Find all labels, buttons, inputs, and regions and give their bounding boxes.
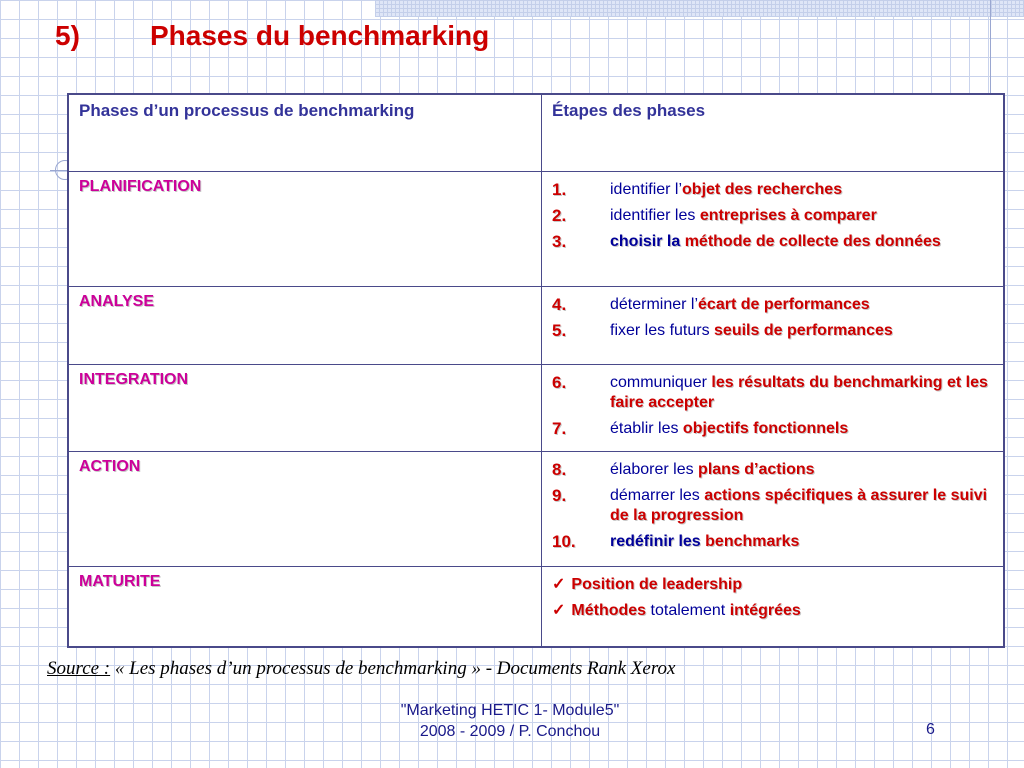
footer-line-1: "Marketing HETIC 1- Module5" bbox=[400, 702, 620, 719]
step-text bbox=[610, 486, 993, 526]
table-row bbox=[68, 567, 1004, 648]
phase-steps bbox=[542, 172, 1005, 287]
check-plain: totalement bbox=[646, 602, 730, 619]
step-number: 10. bbox=[552, 532, 576, 551]
step-item bbox=[552, 321, 993, 341]
step-number: 6. bbox=[552, 373, 567, 392]
check-item bbox=[552, 575, 993, 595]
step-number: 7. bbox=[552, 419, 567, 438]
header-steps: Étapes des phases bbox=[542, 94, 1005, 172]
step-highlight: actions spécifiques à assurer le suivi de la progression bbox=[610, 487, 988, 524]
step-highlight: objectifs fonctionnels bbox=[682, 420, 849, 437]
header-phases: Phases d’un processus de benchmarking bbox=[68, 94, 542, 172]
step-highlight: seuils de performances bbox=[714, 322, 893, 339]
step-highlight: méthode de collecte des données bbox=[684, 233, 941, 250]
step-item bbox=[552, 532, 993, 552]
step-number: 4. bbox=[552, 295, 567, 314]
check-highlight: Position de leadership bbox=[571, 576, 743, 593]
phase-name: ANALYSE bbox=[68, 287, 542, 365]
step-number: 3. bbox=[552, 232, 567, 251]
step-text bbox=[610, 295, 870, 315]
step-text bbox=[610, 460, 815, 480]
step-bold: redéfinir les bbox=[610, 533, 706, 550]
step-plain: fixer les futurs bbox=[610, 322, 715, 339]
check-text bbox=[571, 601, 800, 621]
step-text bbox=[610, 232, 941, 252]
step-item bbox=[552, 373, 993, 413]
table-row bbox=[68, 452, 1004, 567]
phase-steps bbox=[542, 567, 1005, 648]
source-label: Source : bbox=[47, 658, 111, 679]
phase-steps bbox=[542, 452, 1005, 567]
check-highlight-2: intégrées bbox=[729, 602, 801, 619]
title-number: 5) bbox=[55, 20, 80, 51]
step-number: 1. bbox=[552, 180, 567, 199]
step-plain: déterminer l’ bbox=[610, 296, 699, 313]
phase-name: MATURITE bbox=[68, 567, 542, 648]
step-number: 8. bbox=[552, 460, 567, 479]
step-text bbox=[610, 532, 799, 552]
step-plain: identifier l’ bbox=[610, 181, 683, 198]
step-highlight: benchmarks bbox=[705, 533, 800, 550]
decorative-top-band bbox=[375, 0, 1024, 17]
step-highlight: les résultats du benchmarking et les faire accepter bbox=[610, 374, 988, 411]
step-item bbox=[552, 460, 993, 480]
step-plain: élaborer les bbox=[610, 461, 699, 478]
step-plain: identifier les bbox=[610, 207, 700, 224]
footer-line-2: 2008 - 2009 / P. Conchou bbox=[419, 723, 601, 740]
page-number: 6 bbox=[926, 721, 935, 738]
table-row bbox=[68, 172, 1004, 287]
source-text: « Les phases d’un processus de benchmarking » - Documents Rank Xerox bbox=[110, 658, 676, 679]
step-text bbox=[610, 180, 842, 200]
phase-steps bbox=[542, 365, 1005, 452]
step-text bbox=[610, 321, 893, 341]
phase-name: ACTION bbox=[68, 452, 542, 567]
slide-footer bbox=[330, 700, 690, 742]
phase-name: INTEGRATION bbox=[68, 365, 542, 452]
step-plain: établir les bbox=[610, 420, 683, 437]
table-row bbox=[68, 287, 1004, 365]
step-highlight: entreprises à comparer bbox=[699, 207, 877, 224]
step-highlight: écart de performances bbox=[698, 296, 870, 313]
step-highlight: objet des recherches bbox=[682, 181, 843, 198]
check-item bbox=[552, 601, 993, 621]
step-number: 2. bbox=[552, 206, 567, 225]
step-text bbox=[610, 206, 877, 226]
step-item bbox=[552, 206, 993, 226]
check-text bbox=[571, 575, 742, 595]
step-plain: communiquer bbox=[610, 374, 712, 391]
check-icon: ✓ bbox=[552, 602, 566, 619]
check-highlight: Méthodes bbox=[571, 602, 647, 619]
slide-title bbox=[55, 20, 489, 52]
step-number: 9. bbox=[552, 486, 567, 505]
table-row bbox=[68, 365, 1004, 452]
step-item bbox=[552, 180, 993, 200]
table-header-row bbox=[68, 94, 1004, 172]
step-item bbox=[552, 486, 993, 526]
step-item bbox=[552, 232, 993, 252]
step-text bbox=[610, 419, 848, 439]
step-plain: démarrer les bbox=[610, 487, 705, 504]
step-item bbox=[552, 419, 993, 439]
step-item bbox=[552, 295, 993, 315]
benchmarking-table bbox=[67, 93, 1005, 648]
step-highlight: plans d’actions bbox=[698, 461, 815, 478]
phase-name: PLANIFICATION bbox=[68, 172, 542, 287]
phase-steps bbox=[542, 287, 1005, 365]
step-text bbox=[610, 373, 993, 413]
title-text: Phases du benchmarking bbox=[150, 20, 490, 51]
check-icon: ✓ bbox=[552, 576, 566, 593]
step-bold: choisir la bbox=[610, 233, 685, 250]
step-number: 5. bbox=[552, 321, 567, 340]
source-citation bbox=[47, 658, 675, 680]
